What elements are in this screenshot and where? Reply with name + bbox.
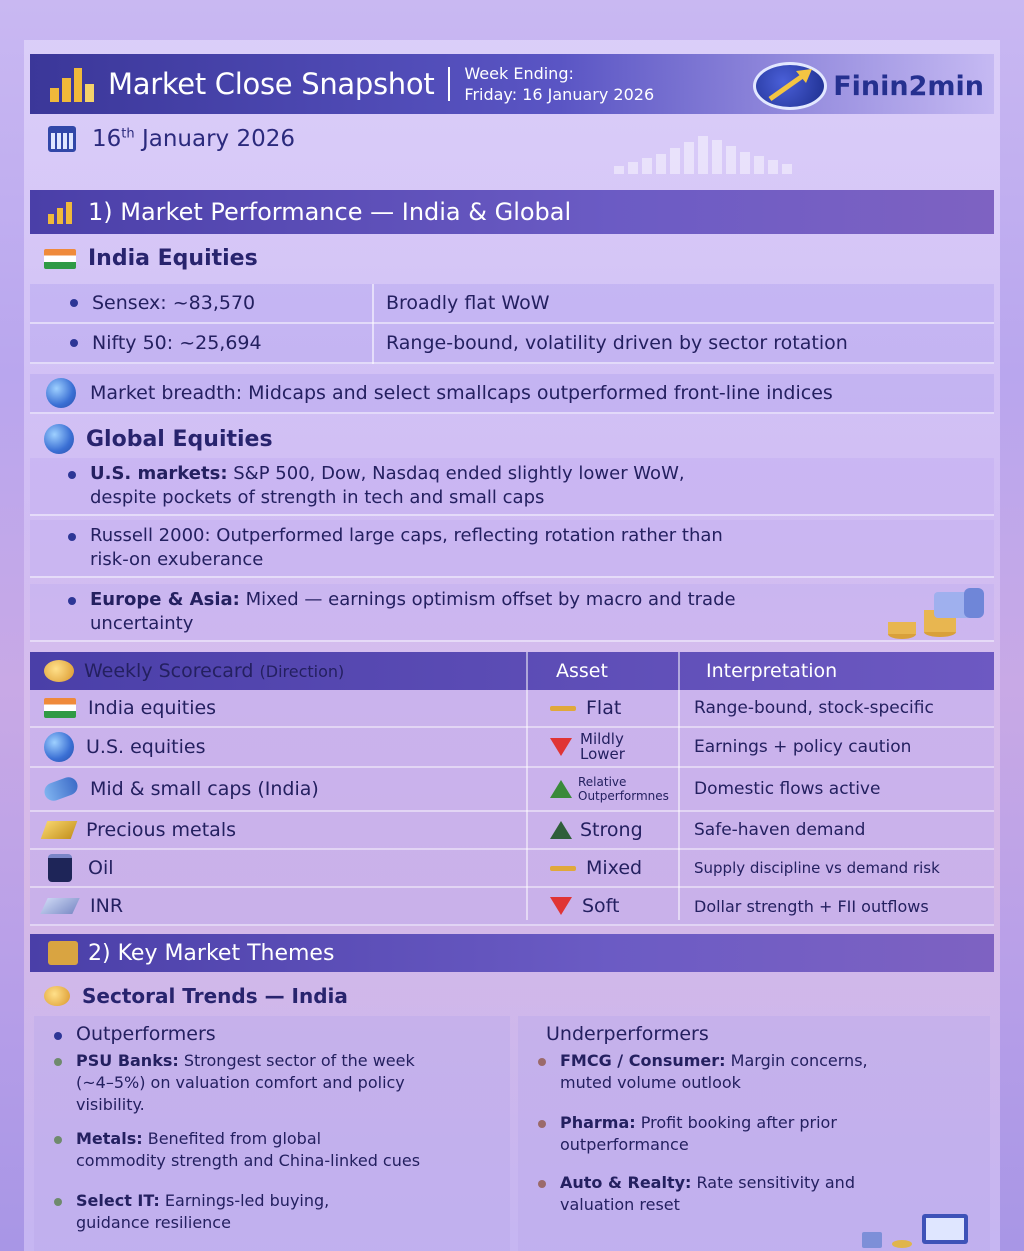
- table-row: INR Soft Dollar strength + FII outflows: [30, 888, 994, 926]
- list-item: Auto & Realty: Rate sensitivity and: [538, 1172, 855, 1194]
- bullet-icon: [54, 1136, 62, 1144]
- table-row: Precious metals Strong Safe-haven demand: [30, 812, 994, 850]
- bullet-icon: [54, 1032, 62, 1040]
- list-item: Russell 2000: Outperformed large caps, reflecting rotation rather than risk-on exuberance: [30, 520, 994, 578]
- nifty-cell: Nifty 50: ~25,694: [70, 324, 262, 362]
- oil-barrel-icon: [48, 854, 72, 882]
- india-flag-icon: [44, 698, 76, 718]
- list-item: Pharma: Profit booking after prior: [538, 1112, 837, 1134]
- bullet-icon: [54, 1058, 62, 1066]
- flat-dash-icon: [550, 706, 576, 711]
- week-date: Friday: 16 January 2026: [464, 85, 655, 104]
- bullet-icon: [538, 1180, 546, 1188]
- section-market-performance: [30, 190, 994, 234]
- brand-logo: [753, 62, 984, 110]
- section-title: 2) Key Market Themes: [88, 940, 335, 966]
- list-item: Metals: Benefited from global: [54, 1128, 321, 1150]
- report-date: [48, 126, 295, 152]
- list-item: PSU Banks: Strongest sector of the week: [54, 1050, 415, 1072]
- sectoral-trends-heading: Sectoral Trends — India: [44, 984, 348, 1008]
- bullet-icon: [54, 1198, 62, 1206]
- date-text: 16th January 2026: [92, 126, 295, 152]
- coin-icon: [44, 986, 70, 1006]
- table-row: [30, 284, 994, 324]
- india-flag-icon: [44, 249, 76, 269]
- list-item: U.S. markets: S&P 500, Dow, Nasdaq ended slightly lower WoW, despite pockets of strength in tech and small caps: [30, 458, 994, 516]
- section-title: 1) Market Performance — India & Global: [88, 198, 572, 226]
- outperformers-panel: Outperformers PSU Banks: Strongest sector of the week (~4–5%) on valuation comfort and policy visibility. Metals: Benefited from global commodity strength and China-linked cues Select IT: Earnings-led buying, guidance resilience: [34, 1016, 510, 1251]
- down-arrow-icon: [550, 897, 572, 915]
- underperformers-panel: Underperformers FMCG / Consumer: Margin concerns, muted volume outlook Pharma: Profit booking after prior outperformance Auto & Realty: Rate sensitivity and valuation reset: [518, 1016, 990, 1251]
- flat-dash-icon: [550, 866, 576, 871]
- bullet-icon: [70, 339, 78, 347]
- bullet-icon: [68, 533, 76, 541]
- sensex-cell: Sensex: ~83,570: [70, 284, 255, 322]
- bullet-icon: [538, 1120, 546, 1128]
- list-item: Europe & Asia: Mixed — earnings optimism offset by macro and trade uncertainty: [30, 584, 994, 642]
- bullet-icon: [68, 597, 76, 605]
- scorecard-title-suffix: (Direction): [259, 661, 345, 681]
- week-label: Week Ending:: [464, 64, 574, 83]
- gold-bar-icon: [41, 821, 78, 839]
- table-row: U.S. equities Mildly Lower Earnings + policy caution: [30, 728, 994, 768]
- currency-note-icon: [40, 898, 79, 914]
- global-equities-heading: Global Equities: [44, 424, 273, 454]
- week-ending: [464, 63, 654, 105]
- laptop-decoration-icon: [858, 1212, 988, 1250]
- folder-icon: [48, 941, 78, 965]
- table-row: India equities Flat Range-bound, stock-specific: [30, 690, 994, 728]
- divider: [448, 67, 450, 101]
- globe-icon: [44, 732, 74, 762]
- outperformers-heading: Outperformers: [76, 1023, 216, 1045]
- section-chart-icon: [48, 200, 78, 224]
- nifty-note: Range-bound, volatility driven by sector rotation: [386, 332, 848, 354]
- sensex-note: Broadly flat WoW: [386, 292, 550, 314]
- underperformers-heading: Underperformers: [546, 1023, 709, 1045]
- column-header-asset: Asset: [556, 660, 608, 682]
- up-arrow-icon: [550, 821, 572, 839]
- up-arrow-icon: [550, 780, 572, 798]
- breadth-text: Midcaps and select smallcaps outperformed front-line indices: [248, 382, 833, 404]
- snapshot-page: [24, 40, 1000, 1251]
- list-item: Select IT: Earnings-led buying,: [54, 1190, 329, 1212]
- decorative-bars: [614, 132, 824, 174]
- column-divider: [678, 652, 680, 920]
- table-row: [30, 324, 994, 364]
- globe-icon: [44, 424, 74, 454]
- down-arrow-icon: [550, 738, 572, 756]
- scorecard-header: [30, 652, 994, 690]
- page-title: Market Close Snapshot: [108, 67, 435, 101]
- header-bar: [30, 54, 994, 114]
- column-divider: [372, 284, 374, 364]
- table-row: Oil Mixed Supply discipline vs demand risk: [30, 850, 994, 888]
- india-equities-heading: India Equities: [44, 246, 258, 271]
- globe-icon: [46, 378, 76, 408]
- column-header-interpretation: Interpretation: [706, 660, 838, 682]
- table-row: Mid & small caps (India) Relative Outperformnes Domestic flows active: [30, 768, 994, 812]
- arrow-logo-icon: [753, 62, 827, 110]
- bullet-icon: [538, 1058, 546, 1066]
- market-breadth-row: [30, 374, 994, 414]
- bullet-icon: [68, 471, 76, 479]
- brand-name: Finin2min: [833, 70, 984, 102]
- section-key-themes: [30, 934, 994, 972]
- scorecard-icon: [44, 660, 74, 682]
- breadth-label: Market breadth:: [90, 382, 243, 404]
- scorecard-title: Weekly Scorecard: [84, 660, 254, 682]
- bullet-icon: [70, 299, 78, 307]
- capsule-icon: [42, 775, 80, 804]
- list-item: FMCG / Consumer: Margin concerns,: [538, 1050, 868, 1072]
- coins-decoration-icon: [814, 588, 994, 640]
- bar-chart-icon: [50, 66, 94, 102]
- column-divider: [526, 652, 528, 920]
- calendar-icon: [48, 126, 76, 152]
